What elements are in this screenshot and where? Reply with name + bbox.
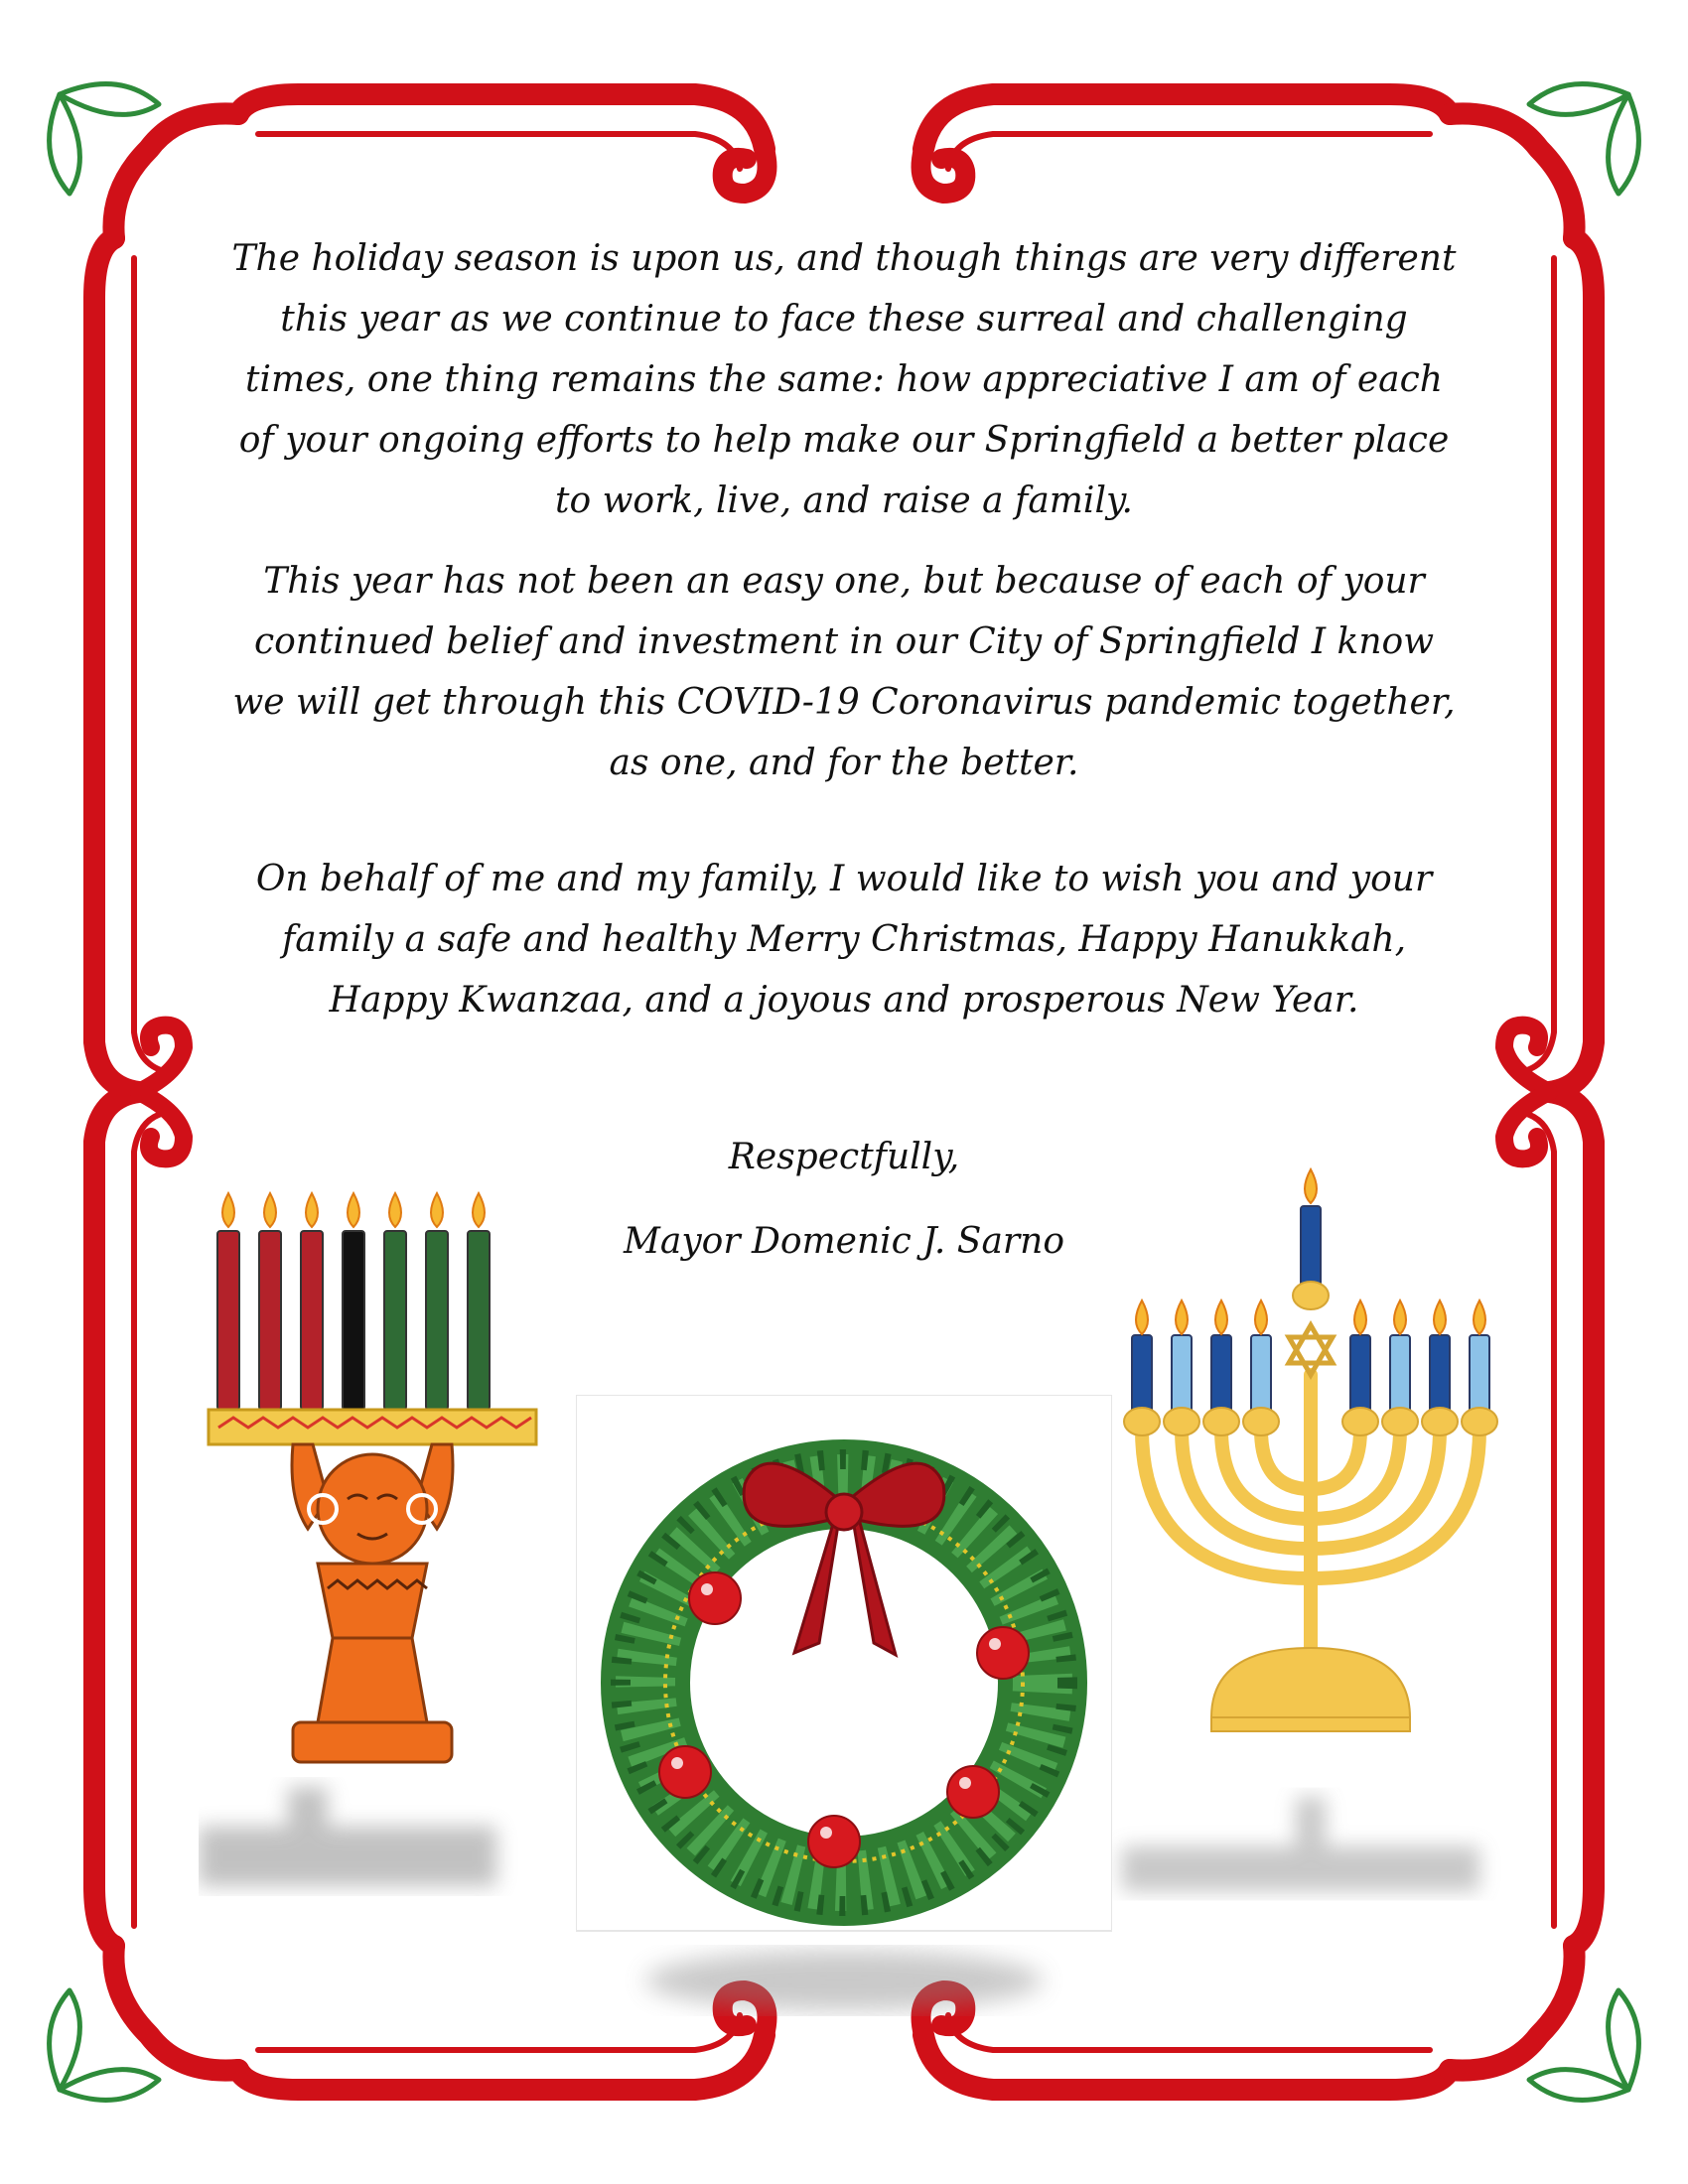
menorah-candle	[1251, 1300, 1271, 1413]
menorah-candle	[1430, 1300, 1450, 1413]
kinara-candle	[217, 1193, 239, 1410]
candle-flame-icon	[222, 1193, 234, 1227]
letter-paragraph-3: On behalf of me and my family, I would like to wish you and your family a safe and healthy Merry Christmas, Happy Hanukkah, Happy Kwanzaa, and a joyous and prosperous New Year.	[255, 859, 1433, 1021]
kinara-candle	[343, 1193, 364, 1410]
candle-flame-icon	[1255, 1300, 1267, 1334]
kinara-candle	[301, 1193, 323, 1410]
candle-flame-icon	[348, 1193, 359, 1227]
menorah-candle	[1132, 1300, 1152, 1413]
menorah-candle	[1211, 1300, 1231, 1413]
candle-flame-icon	[1394, 1300, 1406, 1334]
kinara-candle	[426, 1193, 448, 1410]
wreath-icon	[576, 1395, 1112, 2030]
candle-flame-icon	[1305, 1169, 1317, 1203]
candle-flame-icon	[264, 1193, 276, 1227]
letter-paragraph-2: This year has not been an easy one, but because of each of your continued belief and investment in our City of Springfield I know we will get through this COVID-19 Coronavirus pandemic together, as one, and for the better.	[232, 561, 1456, 783]
candle-flame-icon	[1215, 1300, 1227, 1334]
candle-flame-icon	[1176, 1300, 1188, 1334]
menorah-candle	[1470, 1300, 1489, 1413]
corner-leaf-icon	[50, 1990, 159, 2100]
menorah-shamash-candle	[1301, 1169, 1321, 1288]
menorah-candle	[1350, 1300, 1370, 1413]
letter-paragraph-1: The holiday season is upon us, and though things are very different this year as we continue to face these surreal and challenging times, one thing remains the same: how appreciative I am of each of your ongoing efforts to help make our Springfield a better place to work, live, and raise a family.	[231, 238, 1457, 521]
corner-leaf-icon	[50, 84, 159, 194]
menorah-candle	[1172, 1300, 1192, 1413]
menorah-icon	[1112, 1161, 1509, 1936]
letter-closing: Respectfully,	[728, 1137, 960, 1177]
candle-flame-icon	[389, 1193, 401, 1227]
border-top-band	[238, 94, 1450, 149]
candle-flame-icon	[1136, 1300, 1148, 1334]
candle-flame-icon	[306, 1193, 318, 1227]
candle-flame-icon	[431, 1193, 443, 1227]
candle-flame-icon	[1474, 1300, 1485, 1334]
corner-leaf-icon	[1529, 1990, 1638, 2100]
menorah-candle	[1390, 1300, 1410, 1413]
candle-flame-icon	[1434, 1300, 1446, 1334]
kinara-candle	[259, 1193, 281, 1410]
kinara-icon	[199, 1171, 566, 1946]
kinara-candle	[468, 1193, 490, 1410]
letter-signature: Mayor Domenic J. Sarno	[624, 1221, 1064, 1262]
border-bottom-band	[238, 2035, 1450, 2090]
candle-flame-icon	[1354, 1300, 1366, 1334]
candle-flame-icon	[473, 1193, 485, 1227]
corner-leaf-icon	[1529, 84, 1638, 194]
kinara-candle	[384, 1193, 406, 1410]
